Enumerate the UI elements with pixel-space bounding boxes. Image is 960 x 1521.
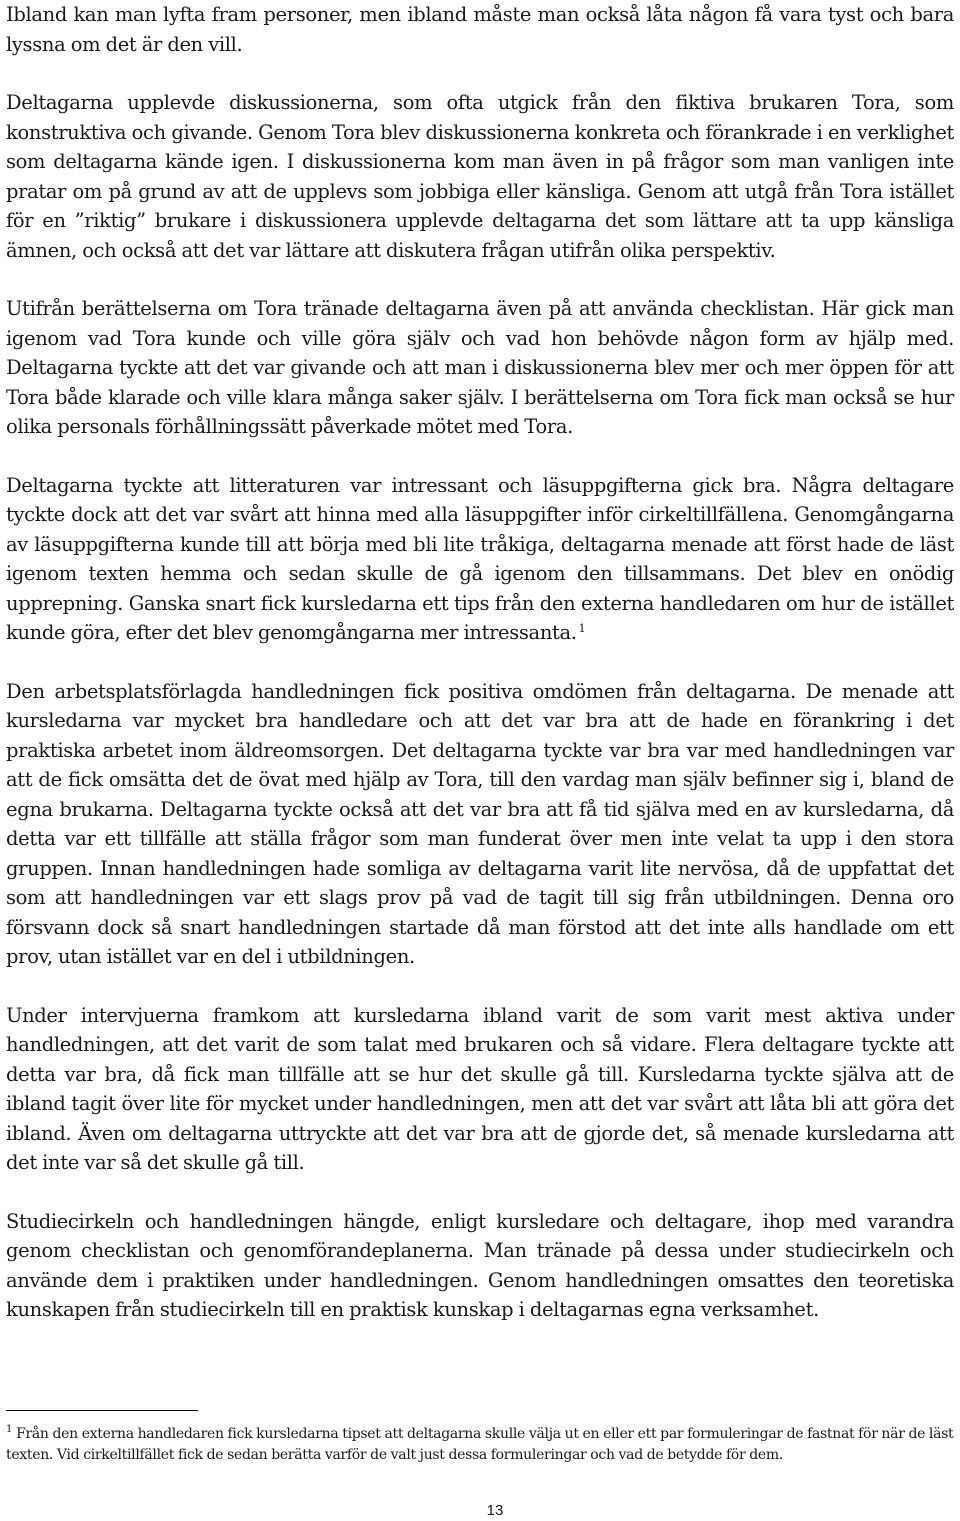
paragraph-4	[6, 471, 954, 648]
paragraph-1: Ibland kan man lyfta fram personer, men ibland måste man också låta någon få vara tyst och bara lyssna om det är den vill.	[6, 3, 954, 56]
footnote-reference: 1	[578, 621, 586, 635]
paragraph-6: Under intervjuerna framkom att kursledarna ibland varit de som varit mest aktiva under handledningen, att det varit de som talat med brukaren och så vidare. Flera deltagare tyckte att detta var bra, då fick man tillfälle att se hur det skulle gå till. Kursledarna tyckte själva att de ibland tagit över lite för mycket under handledningen, men att det var svårt att låta bli att göra det ibland. Även om deltagarna uttryckte att det var bra att de gjorde det, så menade kursledarna att det inte var så det skulle gå till.	[6, 1003, 954, 1174]
footnote-divider	[6, 1410, 198, 1411]
page-number: 13	[486, 1502, 504, 1519]
paragraph-4-text: Deltagarna tyckte att litteraturen var intressant och läsuppgifterna gick bra. Några deltagare tyckte dock att det var svårt att hinna med alla läsuppgifter inför cirkeltillfällena. Genomgångarna av läsuppgifterna kunde till att börja med bli lite tråkiga, deltagarna menade att först hade de läst igenom texten hemma och sedan skulle de gå igenom den tillsammans. Det blev en onödig upprepning. Ganska snart fick kursledarna ett tips från den externa handledaren om hur de istället kunde göra, efter det blev genomgångarna mer intressanta.	[6, 473, 954, 644]
document-body	[6, 0, 954, 1325]
footnote-marker: 1	[6, 1424, 13, 1436]
paragraph-3: Utifrån berättelserna om Tora tränade deltagarna även på att använda checklistan. Här gick man igenom vad Tora kunde och ville göra själv och vad hon behövde någon form av hjälp med. Deltagarna tyckte att det var givande och att man i diskussionerna blev mer och mer öppen för att Tora både klarade och ville klara många saker själv. I berättelserna om Tora fick man också se hur olika personals förhållningssätt påverkade mötet med Tora.	[6, 297, 954, 438]
paragraph-2: Deltagarna upplevde diskussionerna, som ofta utgick från den fiktiva brukaren Tora, som konstruktiva och givande. Genom Tora blev diskussionerna konkreta och förankrade i en verklighet som deltagarna kände igen. I diskussionerna kom man även in på frågor som man vanligen inte pratar om på grund av att de upplevs som jobbiga eller känsliga. Genom att utgå från Tora istället för en ”riktig” brukare i diskussionera upplevde deltagarna det som lättare att ta upp känsliga ämnen, och också att det var lättare att diskutera frågan utifrån olika perspektiv.	[6, 91, 954, 262]
footnote-text: Från den externa handledaren fick kursledarna tipset att deltagarna skulle välja ut en eller ett par formuleringar de fastnat för när de läst texten. Vid cirkeltillfället fick de sedan berätta varför de valt just dessa formuleringar och vad de betydde för dem.	[6, 1426, 954, 1463]
paragraph-5: Den arbetsplatsförlagda handledningen fick positiva omdömen från deltagarna. De menade att kursledarna var mycket bra handledare och att det var bra att de hade en förankring i det praktiska arbetet inom äldreomsorgen. Det deltagarna tyckte var bra var med handledningen var att de fick omsätta det de övat med hjälp av Tora, till den vardag man själv befinner sig i, bland de egna brukarna. Deltagarna tyckte också att det var bra att få tid själva med en av kursledarna, då detta var ett tillfälle att ställa frågor som man funderat över men inte velat ta upp i den stora gruppen. Innan handledningen hade somliga av deltagarna varit lite nervösa, då de uppfattat det som att handledningen var ett slags prov på vad de tagit till sig från utbildningen. Denna oro försvann dock så snart handledningen startade då man förstod att det inte alls handlade om ett prov, utan istället var en del i utbildningen.	[6, 679, 954, 968]
footnote	[6, 1424, 954, 1465]
paragraph-7: Studiecirkeln och handledningen hängde, enligt kursledare och deltagare, ihop med varandra genom checklistan och genomförandeplanerna. Man tränade på dessa under studiecirkeln och använde dem i praktiken under handledningen. Genom handledningen omsattes den teoretiska kunskapen från studiecirkeln till en praktisk kunskap i deltagarnas egna verksamhet.	[6, 1209, 954, 1321]
